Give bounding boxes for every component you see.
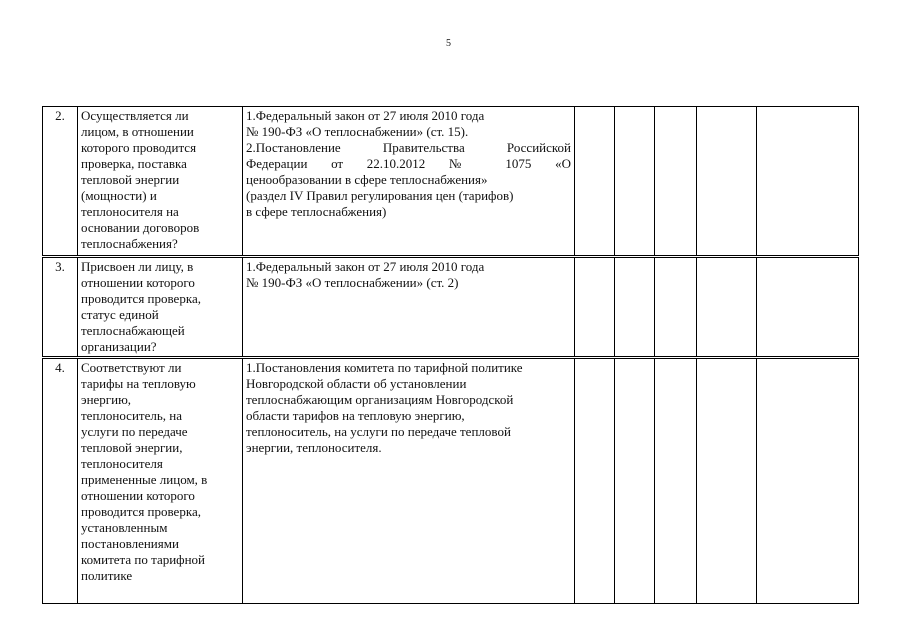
requisite-line: Федерации от 22.10.2012 № 1075 «О: [246, 156, 571, 171]
notes-cell: [757, 257, 859, 358]
question-line: теплоноситель, на: [81, 408, 182, 423]
row-number: 2.: [43, 107, 78, 257]
notes-cell: [757, 107, 859, 257]
question-line: проверка, поставка: [81, 156, 187, 171]
question-line: которого проводится: [81, 140, 197, 155]
question-line: отношении которого: [81, 488, 195, 503]
answer-no-cell: [615, 107, 655, 257]
legal-requisites: [243, 107, 575, 257]
question-line: услуги по передаче: [81, 424, 188, 439]
blank-cell: [697, 257, 757, 358]
question-line: энергию,: [81, 392, 132, 407]
question-line: Соответствуют ли: [81, 360, 182, 375]
question-line: теплоносителя: [81, 456, 163, 471]
blank-cell: [697, 107, 757, 257]
requirement-question: [78, 257, 243, 358]
question-line: организации?: [81, 339, 157, 354]
row-number: 4.: [43, 358, 78, 604]
question-line: Осуществляется ли: [81, 108, 189, 123]
question-line: установленным: [81, 520, 168, 535]
question-line: постановлениями: [81, 536, 179, 551]
requisite-line: области тарифов на тепловую энергию,: [246, 408, 465, 423]
question-line: теплоносителя на: [81, 204, 179, 219]
table-row: [43, 257, 859, 358]
requisite-line: ценообразовании в сфере теплоснабжения»: [246, 172, 488, 187]
requisite-line: в сфере теплоснабжения): [246, 204, 387, 219]
answer-yes-cell: [575, 257, 615, 358]
blank-cell: [697, 358, 757, 604]
question-line: лицом, в отношении: [81, 124, 194, 139]
question-line: теплоснабжения?: [81, 236, 178, 251]
requisite-line: 1.Федеральный закон от 27 июля 2010 года: [246, 108, 485, 123]
requirement-question: [78, 107, 243, 257]
answer-no-cell: [615, 358, 655, 604]
question-line: тепловой энергии,: [81, 440, 183, 455]
legal-requisites: [243, 358, 575, 604]
requisite-line: № 190-ФЗ «О теплоснабжении» (ст. 15).: [246, 124, 469, 139]
checklist-table: [42, 106, 859, 604]
question-line: основании договоров: [81, 220, 200, 235]
answer-na-cell: [655, 257, 697, 358]
requisite-line: № 190-ФЗ «О теплоснабжении» (ст. 2): [246, 275, 459, 290]
requirement-question: [78, 358, 243, 604]
legal-requisites: [243, 257, 575, 358]
answer-na-cell: [655, 358, 697, 604]
requisite-line: энергии, теплоносителя.: [246, 440, 382, 455]
question-line: теплоснабжающей: [81, 323, 185, 338]
requisite-line: 2.Постановление Правительства Российской: [246, 140, 571, 155]
answer-na-cell: [655, 107, 697, 257]
question-line: комитета по тарифной: [81, 552, 206, 567]
row-number: 3.: [43, 257, 78, 358]
question-line: (мощности) и: [81, 188, 157, 203]
question-line: статус единой: [81, 307, 159, 322]
answer-no-cell: [615, 257, 655, 358]
requisite-line: теплоноситель, на услуги по передаче тепловой: [246, 424, 511, 439]
question-line: примененные лицом, в: [81, 472, 208, 487]
question-line: проводится проверка,: [81, 291, 201, 306]
table-row: [43, 107, 859, 257]
question-line: Присвоен ли лицу, в: [81, 259, 194, 274]
answer-yes-cell: [575, 358, 615, 604]
requisite-line: 1.Постановления комитета по тарифной политике: [246, 360, 523, 375]
requisite-line: 1.Федеральный закон от 27 июля 2010 года: [246, 259, 485, 274]
table-row: [43, 358, 859, 604]
question-line: политике: [81, 568, 133, 583]
requisite-line: Новгородской области об установлении: [246, 376, 467, 391]
requisite-line: теплоснабжающим организациям Новгородской: [246, 392, 514, 407]
question-line: отношении которого: [81, 275, 195, 290]
page-number: 5: [446, 38, 451, 49]
notes-cell: [757, 358, 859, 604]
answer-yes-cell: [575, 107, 615, 257]
question-line: проводится проверка,: [81, 504, 201, 519]
question-line: тепловой энергии: [81, 172, 180, 187]
question-line: тарифы на тепловую: [81, 376, 196, 391]
requisite-line: (раздел IV Правил регулирования цен (тарифов): [246, 188, 514, 203]
